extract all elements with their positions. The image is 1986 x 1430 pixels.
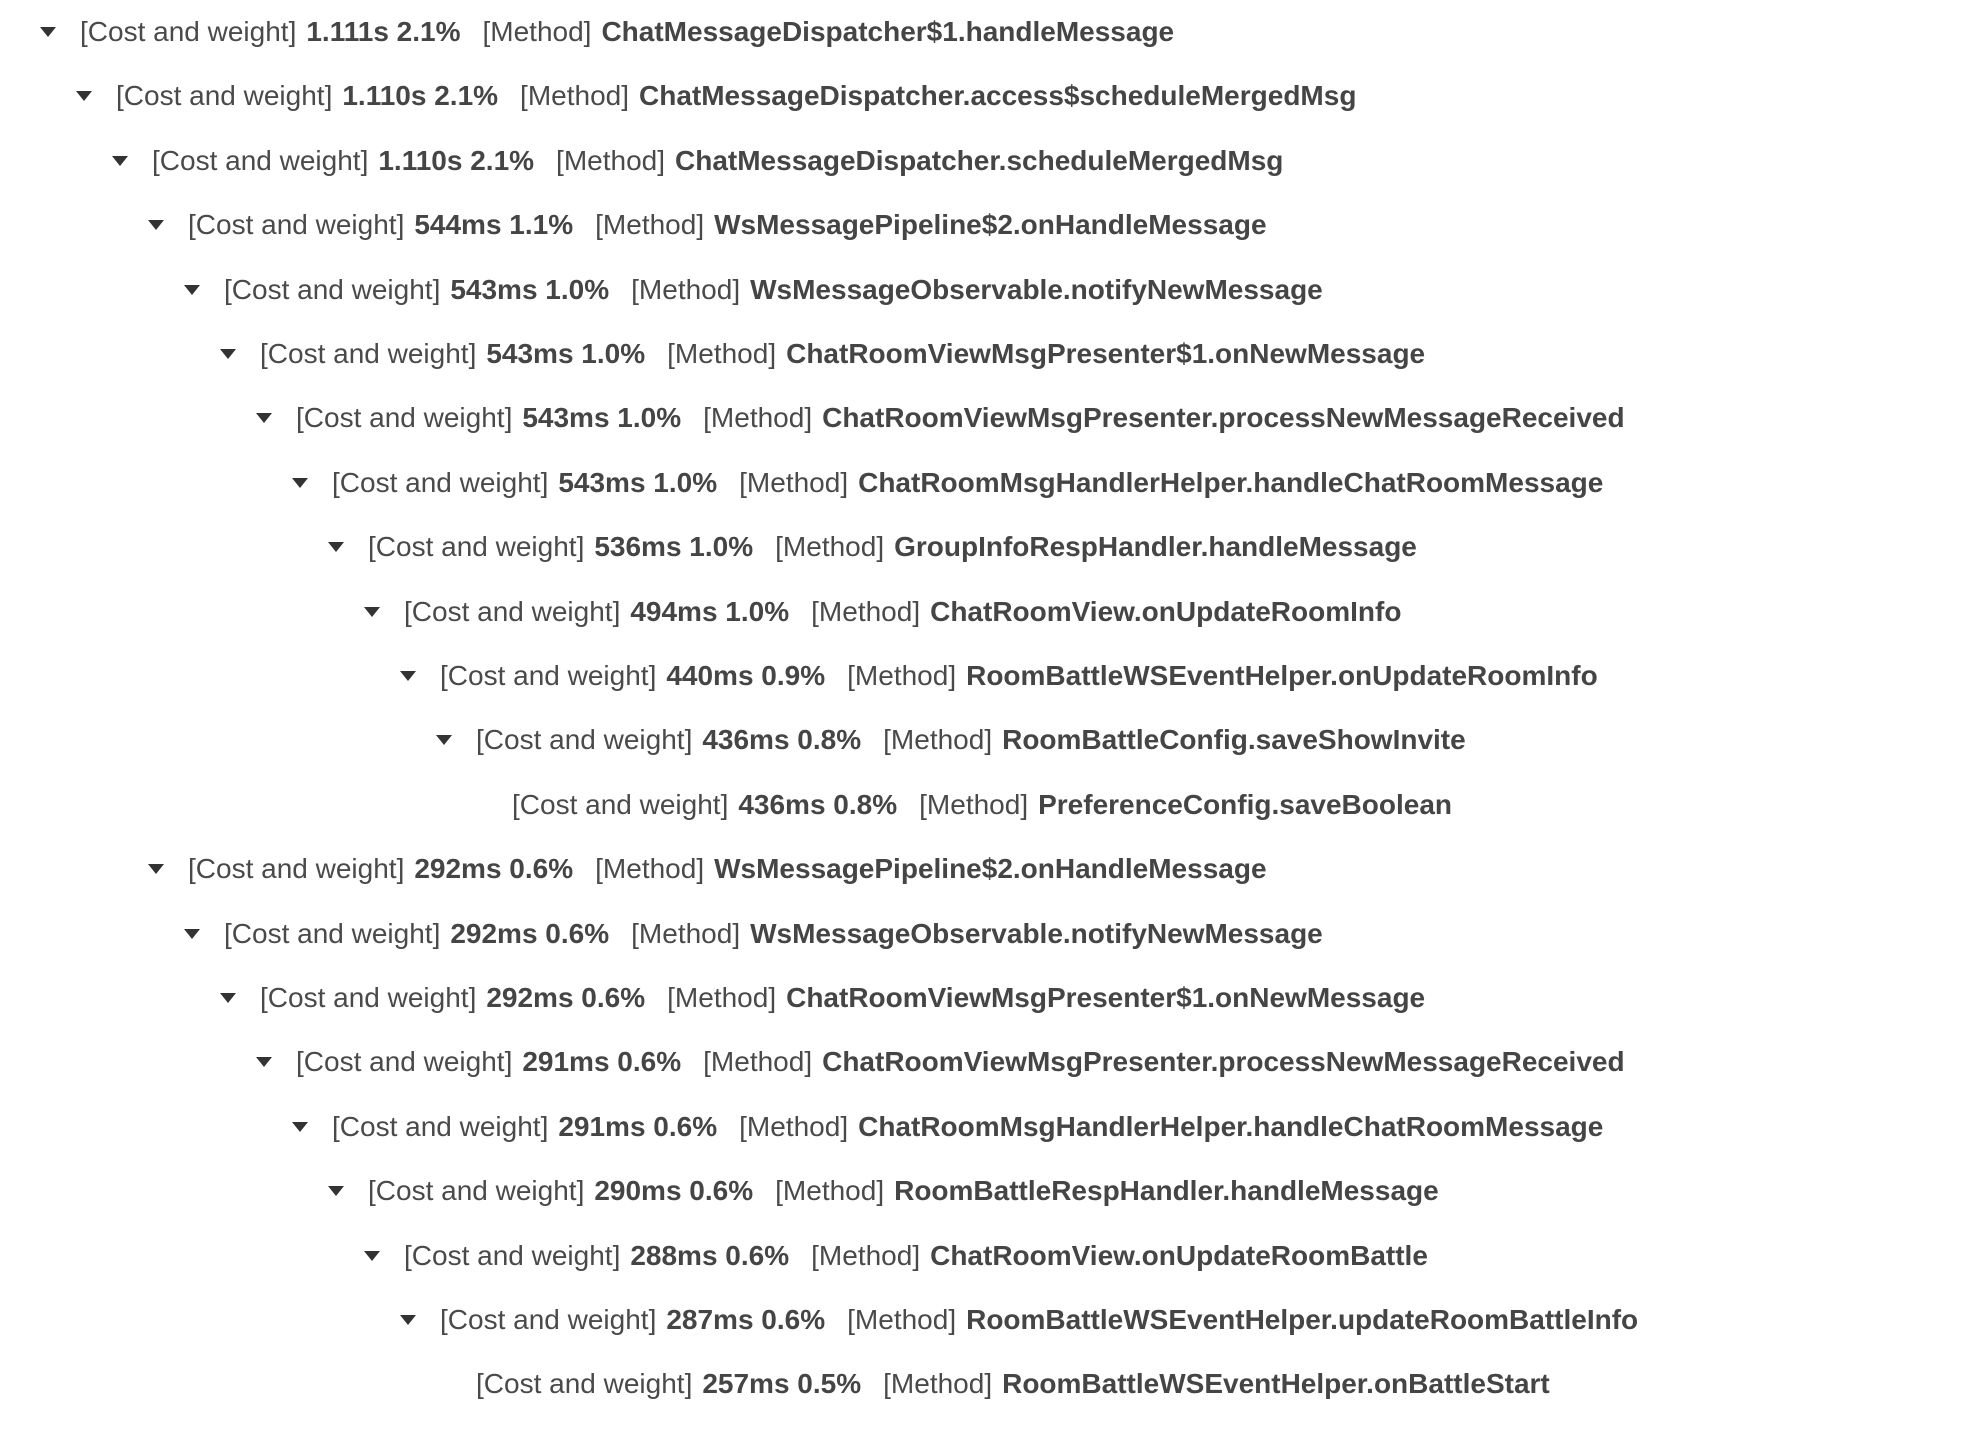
- cost-label: [Cost and weight]: [476, 724, 693, 756]
- cost-label: [Cost and weight]: [80, 16, 297, 47]
- method-name: ChatRoomMsgHandlerHelper.handleChatRoomMessage: [858, 1110, 1604, 1142]
- cost-label: [Cost and weight]: [440, 660, 657, 691]
- cost-value: 440ms 0.9%: [666, 660, 826, 691]
- tree-row[interactable]: [148, 849, 1267, 889]
- cost-value: 436ms 0.8%: [738, 788, 898, 820]
- caret-down-icon[interactable]: [148, 205, 178, 245]
- tree-row[interactable]: [292, 463, 1603, 503]
- cost-value: 543ms 1.0%: [522, 402, 682, 434]
- cost-label: [Cost and weight]: [368, 1175, 585, 1207]
- cost-label: [Cost and weight]: [404, 595, 621, 627]
- method-name: WsMessagePipeline$2.onHandleMessage: [714, 853, 1267, 885]
- tree-row[interactable]: [364, 592, 1401, 632]
- tree-row[interactable]: [220, 334, 1425, 374]
- method-name: RoomBattleWSEventHelper.updateRoomBattleInfo: [966, 1304, 1639, 1335]
- method-name: RoomBattleConfig.saveShowInvite: [1002, 724, 1466, 756]
- method-name: RoomBattleWSEventHelper.onBattleStart: [1002, 1368, 1550, 1400]
- method-name: ChatRoomView.onUpdateRoomBattle: [930, 1239, 1428, 1271]
- caret-down-icon[interactable]: [364, 592, 394, 632]
- tree-row[interactable]: [328, 527, 1417, 567]
- method-name: RoomBattleWSEventHelper.onUpdateRoomInfo: [966, 660, 1598, 691]
- cost-value: 288ms 0.6%: [630, 1239, 790, 1271]
- method-name: ChatRoomMsgHandlerHelper.handleChatRoomMessage: [858, 466, 1604, 498]
- method-label: [Method]: [595, 853, 705, 885]
- cost-label: [Cost and weight]: [512, 788, 729, 820]
- method-name: GroupInfoRespHandler.handleMessage: [894, 531, 1417, 563]
- cost-label: [Cost and weight]: [440, 1304, 657, 1335]
- method-name: ChatRoomViewMsgPresenter$1.onNewMessage: [786, 338, 1426, 369]
- cost-label: [Cost and weight]: [260, 338, 477, 369]
- tree-row[interactable]: [436, 1364, 1550, 1404]
- caret-down-icon[interactable]: [184, 914, 214, 954]
- method-name: ChatRoomViewMsgPresenter.processNewMessageReceived: [822, 1046, 1625, 1078]
- caret-down-icon[interactable]: [328, 527, 358, 567]
- cost-value: 291ms 0.6%: [558, 1110, 718, 1142]
- caret-down-icon[interactable]: [220, 334, 250, 374]
- cost-value: 1.110s 2.1%: [342, 80, 499, 112]
- cost-value: 544ms 1.1%: [414, 209, 574, 241]
- cost-label: [Cost and weight]: [224, 917, 441, 949]
- caret-down-icon[interactable]: [292, 1107, 322, 1147]
- caret-down-icon[interactable]: [256, 398, 286, 438]
- method-name: ChatRoomViewMsgPresenter.processNewMessageReceived: [822, 402, 1625, 434]
- caret-down-icon[interactable]: [220, 978, 250, 1018]
- caret-down-icon[interactable]: [364, 1236, 394, 1276]
- cost-label: [Cost and weight]: [404, 1239, 621, 1271]
- tree-row[interactable]: [40, 12, 1174, 52]
- caret-down-icon[interactable]: [436, 720, 466, 760]
- method-name: WsMessageObservable.notifyNewMessage: [750, 917, 1323, 949]
- cost-label: [Cost and weight]: [224, 273, 441, 305]
- method-label: [Method]: [482, 16, 592, 47]
- caret-down-icon[interactable]: [292, 463, 322, 503]
- cost-label: [Cost and weight]: [260, 982, 477, 1013]
- cost-label: [Cost and weight]: [332, 1110, 549, 1142]
- method-name: ChatMessageDispatcher.scheduleMergedMsg: [675, 144, 1284, 176]
- tree-row[interactable]: [220, 978, 1425, 1018]
- cost-value: 1.110s 2.1%: [378, 144, 535, 176]
- cost-value: 1.111s 2.1%: [306, 16, 461, 47]
- method-label: [Method]: [556, 144, 665, 176]
- cost-label: [Cost and weight]: [188, 209, 405, 241]
- cost-label: [Cost and weight]: [296, 402, 513, 434]
- cost-label: [Cost and weight]: [116, 80, 333, 112]
- cost-label: [Cost and weight]: [476, 1368, 693, 1400]
- caret-down-icon[interactable]: [148, 849, 178, 889]
- method-label: [Method]: [775, 531, 885, 563]
- cost-value: 543ms 1.0%: [486, 338, 646, 369]
- cost-value: 287ms 0.6%: [666, 1304, 826, 1335]
- cost-label: [Cost and weight]: [296, 1046, 513, 1078]
- method-label: [Method]: [739, 1110, 849, 1142]
- cost-value: 543ms 1.0%: [450, 273, 610, 305]
- cost-value: 292ms 0.6%: [450, 917, 610, 949]
- cost-value: 536ms 1.0%: [594, 531, 754, 563]
- method-label: [Method]: [739, 466, 849, 498]
- method-name: RoomBattleRespHandler.handleMessage: [894, 1175, 1439, 1207]
- method-label: [Method]: [811, 1239, 921, 1271]
- caret-down-icon[interactable]: [112, 141, 142, 181]
- method-label: [Method]: [631, 273, 741, 305]
- method-label: [Method]: [703, 402, 813, 434]
- caret-down-icon[interactable]: [184, 270, 214, 310]
- cost-value: 494ms 1.0%: [630, 595, 790, 627]
- tree-row[interactable]: [400, 656, 1598, 696]
- tree-row[interactable]: [400, 1300, 1638, 1340]
- method-label: [Method]: [775, 1175, 885, 1207]
- method-label: [Method]: [883, 724, 993, 756]
- method-label: [Method]: [847, 660, 957, 691]
- method-label: [Method]: [919, 788, 1029, 820]
- cost-value: 291ms 0.6%: [522, 1046, 682, 1078]
- method-label: [Method]: [631, 917, 741, 949]
- tree-row[interactable]: [256, 1042, 1625, 1082]
- caret-down-icon[interactable]: [328, 1171, 358, 1211]
- cost-value: 290ms 0.6%: [594, 1175, 754, 1207]
- cost-value: 292ms 0.6%: [486, 982, 646, 1013]
- method-name: ChatRoomViewMsgPresenter$1.onNewMessage: [786, 982, 1426, 1013]
- method-label: [Method]: [847, 1304, 957, 1335]
- tree-row[interactable]: [184, 914, 1323, 954]
- method-label: [Method]: [811, 595, 921, 627]
- method-label: [Method]: [703, 1046, 813, 1078]
- method-label: [Method]: [595, 209, 705, 241]
- cost-value: 292ms 0.6%: [414, 853, 574, 885]
- method-name: WsMessageObservable.notifyNewMessage: [750, 273, 1323, 305]
- cost-value: 543ms 1.0%: [558, 466, 718, 498]
- method-label: [Method]: [667, 338, 777, 369]
- method-name: WsMessagePipeline$2.onHandleMessage: [714, 209, 1267, 241]
- tree-row[interactable]: [148, 205, 1267, 245]
- tree-row[interactable]: [292, 1107, 1603, 1147]
- cost-value: 257ms 0.5%: [702, 1368, 862, 1400]
- tree-row[interactable]: [112, 141, 1283, 181]
- tree-row[interactable]: [76, 76, 1356, 116]
- method-label: [Method]: [667, 982, 777, 1013]
- method-label: [Method]: [520, 80, 629, 112]
- tree-row[interactable]: [184, 270, 1323, 310]
- caret-down-icon[interactable]: [256, 1042, 286, 1082]
- method-name: ChatRoomView.onUpdateRoomInfo: [930, 595, 1402, 627]
- method-name: ChatMessageDispatcher$1.handleMessage: [601, 16, 1175, 47]
- cost-label: [Cost and weight]: [188, 853, 405, 885]
- caret-down-icon[interactable]: [76, 76, 106, 116]
- method-name: PreferenceConfig.saveBoolean: [1038, 788, 1453, 820]
- cost-label: [Cost and weight]: [152, 144, 369, 176]
- tree-row[interactable]: [472, 785, 1452, 825]
- caret-down-icon[interactable]: [40, 12, 70, 52]
- tree-row[interactable]: [436, 720, 1466, 760]
- cost-label: [Cost and weight]: [332, 466, 549, 498]
- caret-down-icon[interactable]: [400, 1300, 430, 1340]
- tree-row[interactable]: [328, 1171, 1439, 1211]
- cost-label: [Cost and weight]: [368, 531, 585, 563]
- method-name: ChatMessageDispatcher.access$scheduleMergedMsg: [639, 80, 1357, 112]
- tree-row[interactable]: [364, 1236, 1428, 1276]
- method-label: [Method]: [883, 1368, 993, 1400]
- tree-row[interactable]: [256, 398, 1625, 438]
- cost-value: 436ms 0.8%: [702, 724, 862, 756]
- caret-down-icon[interactable]: [400, 656, 430, 696]
